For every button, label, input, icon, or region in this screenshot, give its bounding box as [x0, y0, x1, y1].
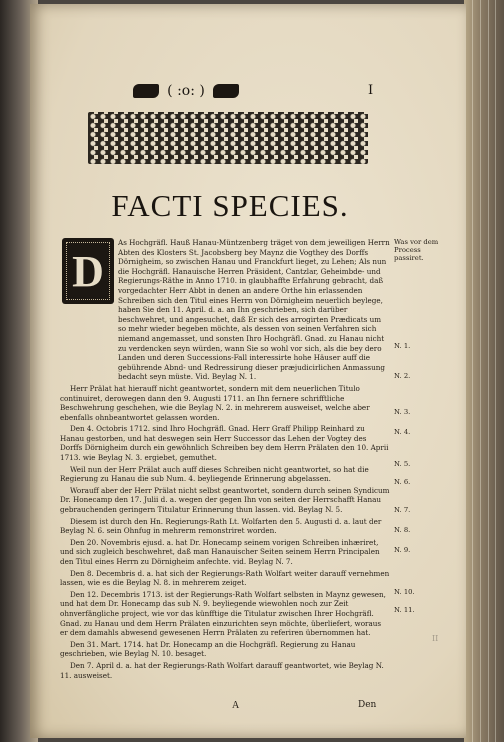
margin-note: N. 4. — [394, 428, 411, 436]
paragraph: Den 4. Octobris 1712. sind Ihro Hochgräfl. Gnad. Herr Graff Philipp Reinhard zu Hanau gestorben, und hat deswegen sein Herr Successor das Lehen der Vogtey des Dorffs Dörnigheim durch ein gewöhnlich Schreiben bey dem Herrn Prälaten den 10. Aprii 1713. wie Beylag N. 3. ergiebet, gemuthet. — [60, 424, 389, 463]
ornament-text: ( :o: ) — [167, 83, 205, 99]
body-text — [60, 238, 390, 682]
catchword: Den — [358, 700, 377, 710]
ornament-left-icon — [133, 84, 159, 98]
paragraph: Den 12. Decembris 1713. ist der Regierungs-Rath Wolfart selbsten in Maynz gewesen, und hat dem Dr. Honecamp das sub N. 9. beyliegende wiewohlen noch zur Zeit ohnverfängliche project, wie vor das künfftige die Titulatur zwischen Ihrer Hochgräfl. Gnad. zu Hanau und dem Herrn Prälaten einzurichten seyn möchte, überliefert, woraus er dem damahls abwesend gewesenen Herrn Prälaten zu referiren übernommen hat. — [60, 589, 386, 638]
header-ornament — [126, 82, 246, 100]
margin-note: N. 6. — [394, 478, 411, 486]
margin-note: N. 3. — [394, 408, 411, 416]
paragraph: Den 20. Novembris ejusd. a. hat Dr. Honecamp seinem vorigen Schreiben inhæriret, und sich zugleich beschwehret, daß man Hanauischer Seiten seinem Herrn Principalen den Titul eines Herrn zu Dörnigheim anfechte. vid. Beylag N. 7. — [60, 537, 380, 566]
margin-note: N. 5. — [394, 460, 411, 468]
edge-mark: II — [432, 634, 439, 643]
margin-note: N. 1. — [394, 342, 411, 350]
paragraph: Worauff aber der Herr Prälat nicht selbst geantwortet, sondern durch seinen Syndicum Dr. Honecamp den 17. Julii d. a. wegen der gegen Ihn von seiten der Herrschafft Hanau gebrauchenden geringern Titulatur Erinnerung thun lassen. vid. Beylag N. 5. — [60, 485, 390, 515]
page-edges — [464, 0, 504, 742]
paragraph: Weil nun der Herr Prälat auch auff dieses Schreiben nicht geantwortet, so hat die Regierung zu Hanau die sub Num. 4. beyliegende Erinnerung abgelassen. — [60, 464, 369, 484]
margin-note: N. 7. — [394, 506, 411, 514]
margin-note: N. 8. — [394, 526, 411, 534]
margin-note: N. 11. — [394, 606, 415, 614]
drop-cap-letter: D — [72, 246, 104, 296]
margin-note: N. 9. — [394, 546, 411, 554]
margin-note-heading: Was vor dem Process passiret. — [394, 238, 439, 262]
page-number: I — [368, 83, 374, 98]
paragraph: Herr Prälat hat hierauff nicht geantwortet, sondern mit dem neuerlichen Titulo continuiret, derowegen dann den 9. Augusti 1711. an Ihn fernere schrifftliche Beschwehrung geschehen, wie die Beylag N. 2. in mehrerem ausweiset, welche aber ebenfalls ohnbeantwortet gelassen worden. — [60, 383, 370, 422]
paragraph: Den 8. Decembris d. a. hat sich der Regierungs-Rath Wolfart weiter darauff vernehmen lassen, wie es die Beylag N. 8. in mehrerem zeiget. — [60, 568, 390, 588]
page-title: FACTI SPECIES. — [111, 188, 349, 223]
paragraph: Den 31. Mart. 1714. hat Dr. Honecamp an die Hochgräfl. Regierung zu Hanau geschrieben, wie Beylag N. 10. besaget. — [60, 639, 356, 659]
margin-note: N. 10. — [394, 588, 415, 596]
margin-note: N. 2. — [394, 372, 411, 380]
paragraph: As Hochgräfl. Hauß Hanau-Müntzenberg träget von dem jeweiligen Herrn Abten des Klosters St. Jacobsberg bey Maynz die Vogthey des Dorffs Dörnigheim, so zwischen Hanau und Franckfurt lieget, zu Lehen; Als nun die Hochgräfl. Hanauische Herren Präsident, Cantzlar, Geheimbde- und Regierungs-Räthe in Anno 1710. in glaubhaffte Erfahrung gebracht, daß vorgedachter Herr Abbt in denen an andere Orthe hin erlassenden Schreiben sich den Titul eines Herrn von Dörnigheim neuerlich beylege, haben Sie den 11. April. d. a. an Ihn geschrieben, sich darüber beschwehret, und angesuchet, daß Er sich des arrogirten Prædicats um so mehr wieder begeben möchte, als dessen von seinen Verfahren sich niemand angemasset, und sonsten Ihro Hochgräfl. Gnad. zu Hanau nicht zu verdencken seyn würden, wann Sie so wohl vor sich, als die bey dero Landen und deren Successions-Fall interessirte hohe Häuser auff die gebührende Abnd- und Redressirung dieser præjudicirlichen Anmassung bedacht seyn müste. Vid. Beylag N. 1. — [118, 238, 390, 382]
paragraph: Diesem ist durch den Hn. Regierungs-Rath Lt. Wolfarten den 5. Augusti d. a. laut der Beylag N. 6. sein Ohnfug in mehrerm remonstriret worden. — [60, 516, 382, 536]
paragraph: Den 7. April d. a. hat der Regierungs-Rath Wolfart darauff geantwortet, wie Beylag N. 11. ausweiset. — [60, 660, 384, 680]
decorative-band-pattern — [88, 112, 368, 164]
ornament-right-icon — [213, 84, 239, 98]
signature-mark: A — [232, 700, 240, 711]
